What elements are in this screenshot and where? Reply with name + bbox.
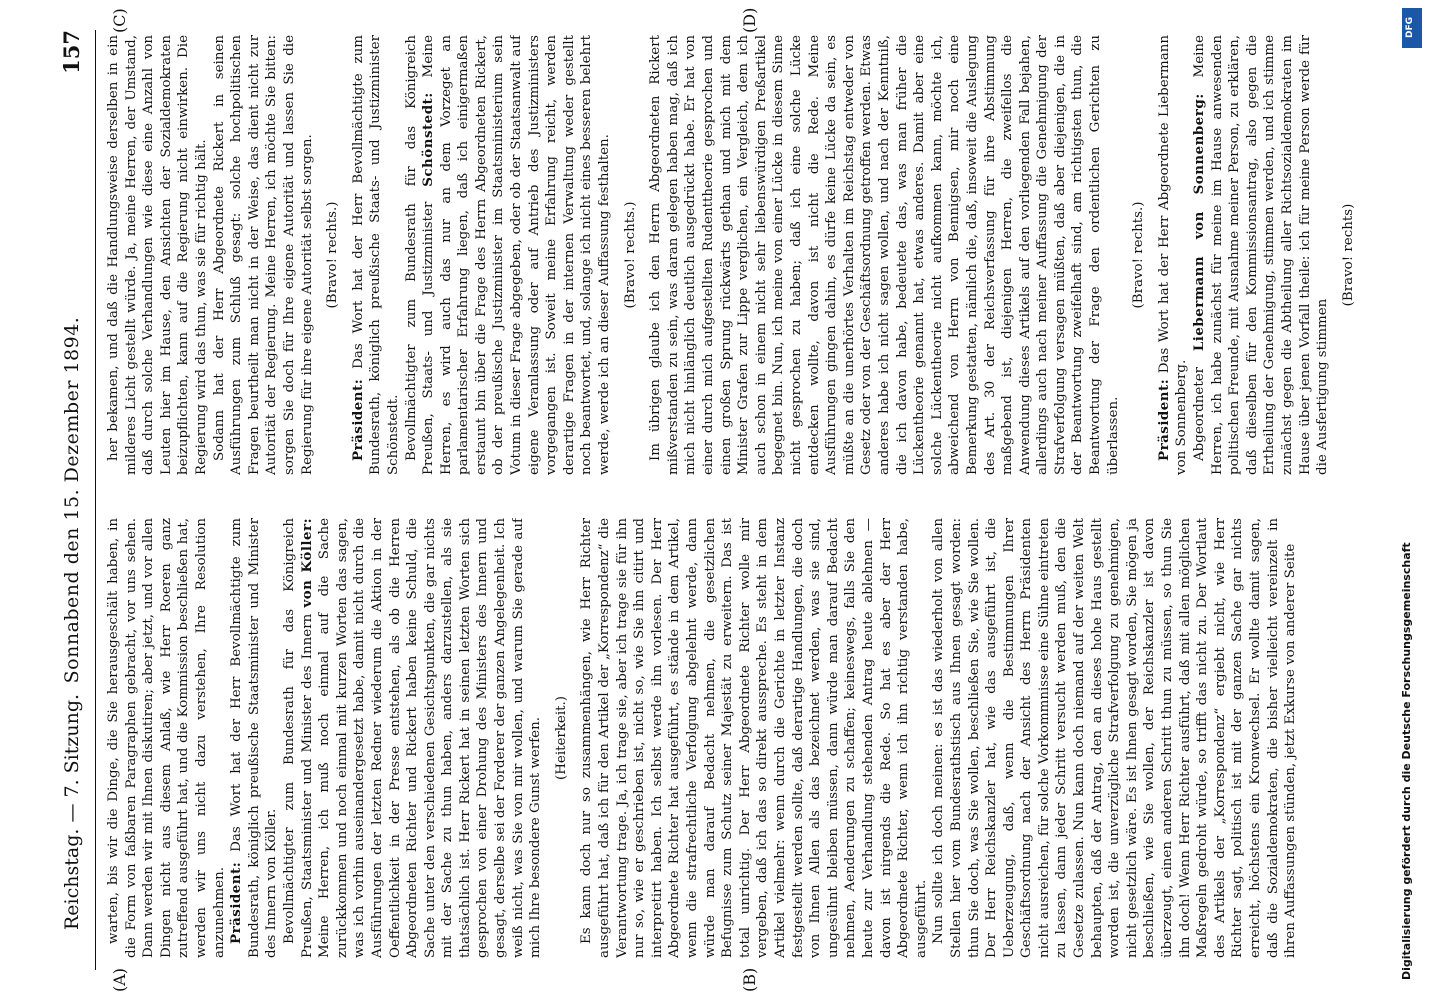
speaker-name: Schönstedt: — [420, 92, 437, 187]
page-number: 157 — [59, 30, 84, 74]
reaction-note: (Bravo! rechts.) — [1131, 201, 1147, 309]
header-date: Sonnabend den 15. Dezember 1894. — [61, 316, 83, 684]
margin-marker-b: (B) — [740, 967, 759, 992]
speaker-title: Bevollmächtigter zum Bundesrath für das Königreich Preußen, Staats- und Justizminister — [403, 35, 437, 475]
digitization-credit — [1400, 20, 1420, 980]
paragraph: Das Wort hat der Herr Bevollmächtigte zum Bundesrath, königlich preußische Staats- und Justizminister Schönstedt. — [350, 35, 401, 475]
reaction-note: (Heiterkeit.) — [553, 696, 569, 780]
paragraph: Das Wort hat der Herr Bevollmächtigte zum Bundesrath, königlich preußische Staatsminister und Minister des Innern von Köller. — [229, 518, 280, 958]
paragraph: Meine Herren, ich muß noch einmal auf die Sache zurückkommen und noch einmal mit kurzen Worten das sagen, was ich vorhin auseinandergesetzt habe, damit nicht durch die Ausführungen der letzten Redner wiederum die Aktion in der Oeffentlichkeit in der Presse entstehen, als ob die Herren Abgeordneten Richter und Rickert haben keine Schuld, die Sache unter den verschiedenen Gesichtspunkten, die gar nichts mit der Sache zu thun haben, anders darzustellen, als sie thatsächlich ist. Herr Rickert hat in seinen letzten Worten sich gesprochen von einer Drohung des Ministers des Innern und gesagt, derselbe sei der Forderer der ganzen Angelegenheit. Ich weiß nicht, was Sie von mir wollen, und warum Sie gerade auf mich Ihre besondere Gunst werfen. — [317, 518, 544, 958]
reaction-note: (Bravo! rechts.) — [325, 201, 341, 309]
margin-marker-a: (A) — [110, 967, 129, 992]
margin-marker-c: (C) — [110, 8, 129, 33]
paragraph: her bekamen, und daß die Handlungsweise derselben in ein milderes Licht gestellt würde. Ja, meine Herren, der Umstand, daß durch solche Verhandlungen wie diese eine Anzahl von Leuten hier im Hause, den Ansichten der Sozialdemokraten beizupflichten, kann auf die Regierung nicht einwirken. Die Regierung wird das thun, was sie für richtig hält. — [106, 35, 209, 475]
speaker-name: von Köller: — [298, 518, 315, 608]
paragraph: Sodann hat der Herr Abgeordnete Rickert in seinen Ausführungen zum Schluß gesagt: solche hochpolitischen Fragen beurtheilt man nicht in der Weise, das dient nicht zur Autorität der Regierung. Meine Herren, ich möchte Sie bitten: sorgen Sie doch für Ihre eigene Autorität und lassen Sie die Regierung für ihre eigene Autorität selbst sorgen. — [211, 35, 315, 475]
paragraph: Es kann doch nur so zusammenhängen, wie Herr Richter ausgeführt hat, daß ich für den Artikel der „Korrespondenz“ die Verantwortung trage. Ja, ich trage sie, aber ich trage sie für ihn nur so, wie er geschrieben ist, nicht so, wie Sie ihn citirt und interpretirt haben. Ich selbst werde ihn vorlesen. Der Herr Abgeordnete Richter hat ausgeführt, es stände in dem Artikel, wenn die strafrechtliche Verfolgung abgelehnt werde, dann würde man darauf Bedacht nehmen, die gesetzlichen Befugnisse zum Schutz seiner Majestät zu erweitern. Das ist total unrichtig. Der Herr Abgeordnete Richter wolle mir vergeben, daß ich das so direkt ausspreche. Es steht in dem Artikel vielmehr: wenn durch die Gerichte in letzter Instanz festgestellt werden sollte, daß derartige Handlungen, die doch von Ihnen Allen als das bezeichnet werden, was sie sind, ungesühnt bleiben müssen, dann würde man darauf Bedacht nehmen, Aenderungen zu schaffen; keineswegs, falls Sie den heute zur Verhandlung stehenden Antrag heute ablehnen — davon ist nirgends die Rede. So hat es aber der Herr Abgeordnete Richter, wenn ich ihn richtig verstanden habe, ausgeführt. — [579, 518, 929, 958]
page-header — [55, 30, 96, 970]
paragraph: Das Wort hat der Herr Abgeordnete Liebermann von Sonnenberg. — [1156, 35, 1190, 475]
header-left: Reichstag. — 7. Sitzung. — [61, 693, 83, 930]
reaction-note: (Bravo! rechts.) — [622, 201, 638, 309]
paragraph: Meine Herren, ich habe zunächst für meine im Hause anwesenden politischen Freunde, mit Ausnahme meiner Person, zu erklären, daß dieselben für den Kommissionsantrag, also gegen die Ertheilung der Genehmigung, stimmen werden, und ich stimme zunächst gegen die Abtheilung aller Richtsozialdemokraten im Hause über jenen Vorfall theile: ich für meine Person werde für die Ausfertigung stimmen — [1192, 35, 1331, 475]
reaction-note: (Bravo! rechts) — [1340, 203, 1356, 307]
dfg-logo-text: DFG — [1405, 16, 1415, 38]
speaker-name: Liebermann von Sonnenberg: — [1191, 93, 1208, 352]
right-column — [105, 35, 1360, 475]
speaker-label: Präsident: — [349, 378, 366, 461]
paragraph: Im übrigen glaube ich den Herrn Abgeordneten Rickert mißverstanden zu sein, was daran gelegen haben mag, daß ich mich nicht hinlänglich deutlich ausgedrückt habe. Er hat von einer durch mich aufgestellten Rudenttheorie gesprochen und einen großen Sprung rückwärts gethan und mich mit dem Minister Grafen zur Lippe verglichen, ein Vergleich, dem ich auch schon in einem nicht sehr liebenswürdigen Preßartikel begegnet bin. Nun, ich meine von einer Lücke in diesem Sinne nicht gesprochen zu haben; daß ich eine solche Lücke entdecken wollte, davon ist nicht die Rede. Meine Ausführungen gingen dahin, es dürfe keine Lücke da sein, es müßte an die unerhörtes Verhalten im Reichstag entweder von Gesetz oder von der Geschäftsordnung getroffen werden. Etwas anderes habe ich nicht sagen wollen, und nach der Kenntniß, die ich davon habe, bedeutete das, was man früher die Lückentheorie genannt hat, etwas anderes. Damit aber eine solche Lückentheorie nicht aufkommen kann, möchte ich, abweichend von Herrn von Bennigsen, mir noch eine Bemerkung gestatten, nämlich die, daß, insoweit die Auslegung des Art. 30 der Reichsverfassung für ihre Abstimmung maßgebend ist, diejenigen Herren, die zweifellos die Anwendung dieses Artikels auf den vorliegenden Fall bejahen, allerdings auch nach meiner Auffassung die Genehmigung der Strafverfolgung versagen müßten, daß aber diejenigen, die in der Beantwortung zweifelhaft sind, am richtigsten thun, die Beantwortung der Frage den ordentlichen Gerichten zu überlassen. — [648, 35, 1121, 475]
margin-marker-d: (D) — [740, 7, 759, 33]
dfg-logo — [1402, 8, 1422, 48]
credit-text: Digitalisierung gefördert durch die Deutsche Forschungsgemeinschaft — [1400, 542, 1413, 980]
paragraph: warten, bis wir die Dinge, die Sie herausgeschält haben, in die Form von faßbaren Paragraphen gebracht, vor uns sehen. Dann werden wir mit Ihnen diskutiren; aber jetzt, und vor allen Dingen nicht aus diesem Anlaß, wie Herr Roeren ganz zutreffend ausgeführt hat, und die Kommission beschließen hat, werden wir uns nicht dazu verstehen, Ihre Resolution anzunehmen. — [106, 518, 227, 958]
paragraph: Nun sollte ich doch meinen: es ist das wiederholt von allen Stellen hier vom Bundesrathstisch aus Ihnen gesagt worden: thun Sie doch, was Sie wollen, beschließen Sie, wie Sie wollen. Der Herr Reichskanzler hat, wie das ausgeführt ist, die Ueberzeugung, daß, wenn die Bestimmungen Ihrer Geschäftsordnung nach der Ansicht des Herrn Präsidenten nicht ausreichen, für solche Vorkommnisse eine Sühne eintreten zu lassen, dann jeder Schritt versucht werden muß, den die Gesetze zulassen. Nun kann doch niemand auf der weiten Welt behaupten, daß der Antrag, den an dieses hohe Haus gestellt worden ist, die unverzügliche Strafverfolgung zu genehmigen, nicht gesetzlich wäre. Es ist Ihnen gesagt worden, Sie mögen ja beschließen, wie Sie wollen, der Reichskanzler ist davon überzeugt, einen anderen Schritt thun zu müssen, so thun Sie ihn doch! Wenn Herr Richter ausführt, daß mit allen möglichen Maßregeln gedroht würde, so trifft das nicht zu. Der Wortlaut des Artikels der „Korrespondenz“ ergiebt nicht, wie Herr Richter sagt, politisch ist mit der ganzen Sache gar nichts erreicht, höchstens ein Kronwechsel. Er wollte damit sagen, daß die Sozialdemokraten, die bisher vielleicht vereinzelt in ihren Auffassungen stünden, jetzt Exkurse von anderer Seite — [931, 518, 1299, 958]
left-column — [105, 518, 1360, 958]
speaker-label: Präsident: — [228, 861, 245, 944]
speaker-label: Präsident: — [1155, 378, 1172, 461]
speaker-title: Bevollmächtigter zum Bundesrath für das Königreich Preußen, Staatsminister und Minister des Innern — [281, 518, 315, 958]
paragraph: Meine Herren, es wird auch das nur an dem Vorzeget an parlamentarischer Erfahrung liegen, daß ich einigermaßen erstaunt bin über die Frage des Herrn Abgeordneten Rickert, ob der preußische Justizminister im Staatsministerium sein Votum in dieser Frage abgegeben, oder ob der Staatsanwalt auf eigene Veranlassung oder auf Antrieb des Justizministers vorgegangen ist. Soweit meine Erfahrung reicht, werden derartige Fragen in der internen Verwaltung weder gestellt noch beantwortet, und, solange ich nicht eines besseren belehrt werde, werde ich an dieser Auffassung festhalten. — [421, 35, 613, 475]
speaker-title: Abgeordneter — [1192, 366, 1208, 461]
